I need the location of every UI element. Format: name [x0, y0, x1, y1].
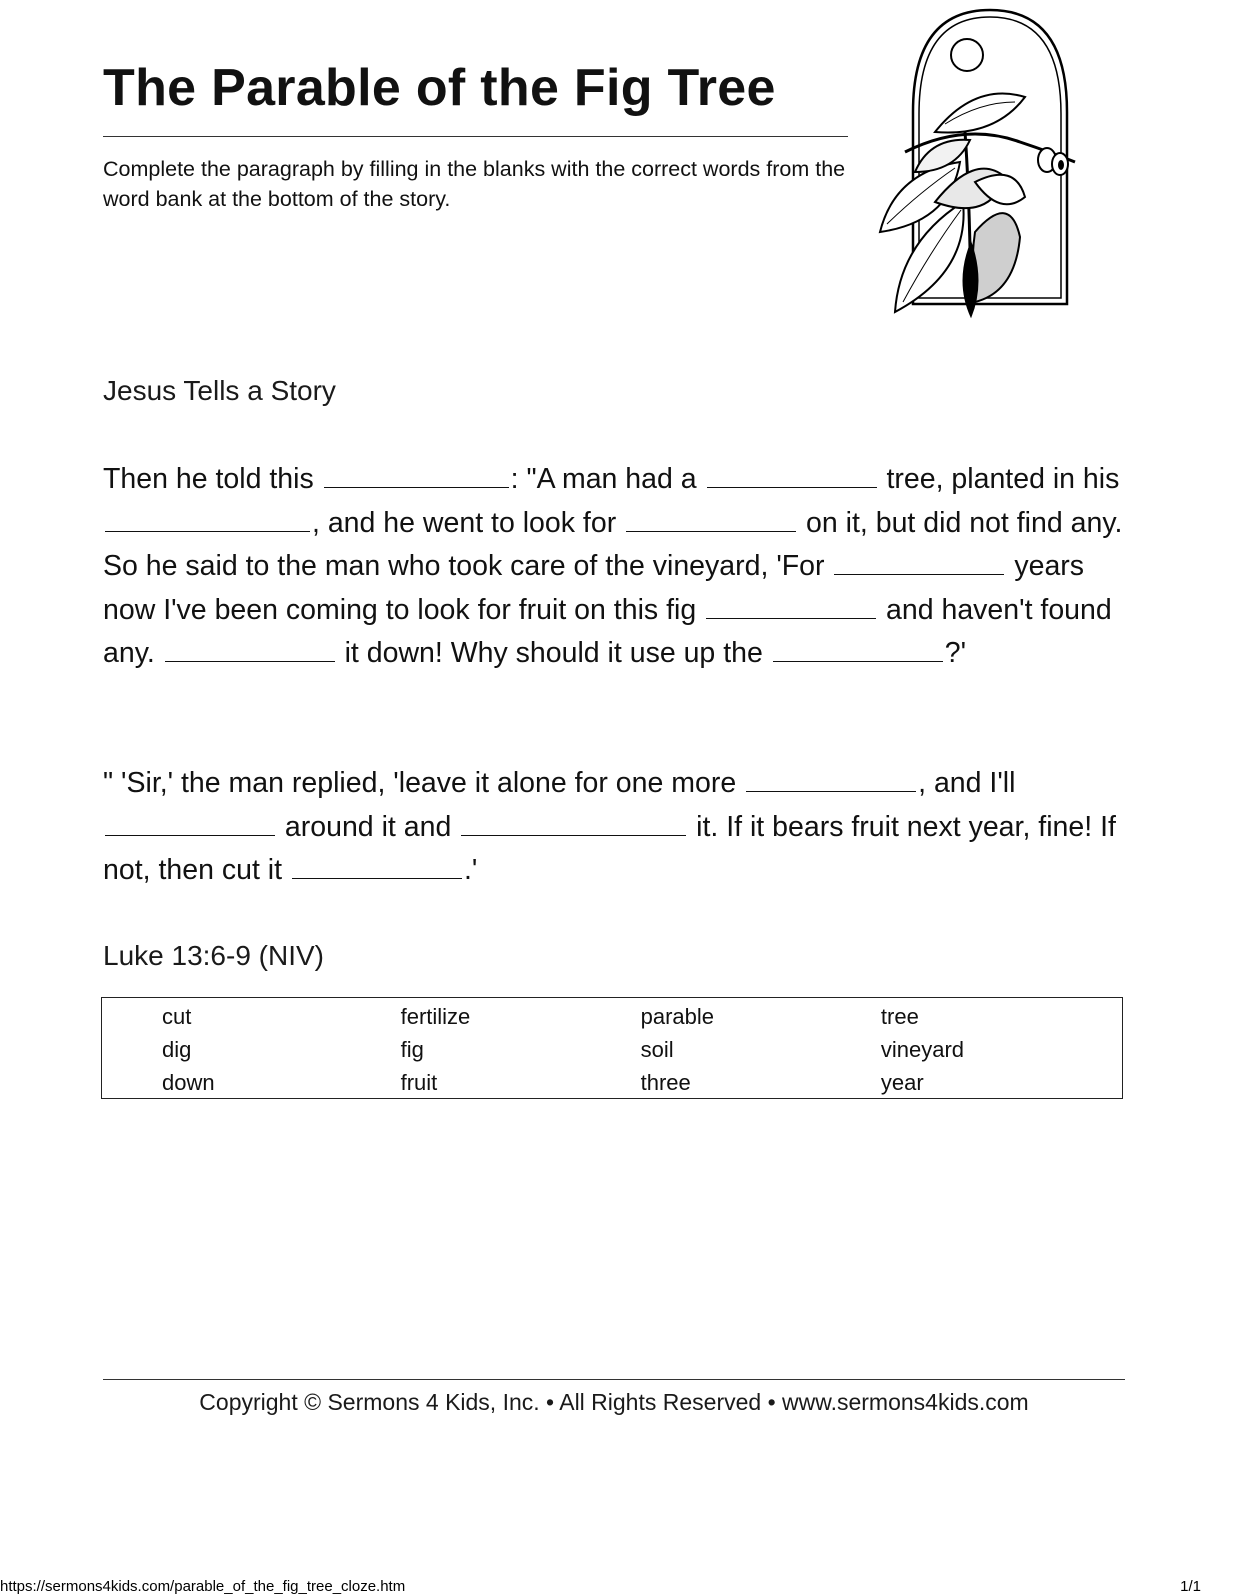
fig-branch-icon: [875, 2, 1105, 322]
word-bank-row: [162, 1033, 1122, 1066]
blank-input[interactable]: [461, 813, 686, 836]
story-text: .': [463, 854, 478, 886]
story-text: " 'Sir,' the man replied, 'leave it alone for one more: [103, 767, 745, 799]
story-text: it down! Why should it use up the: [336, 637, 771, 669]
story-text: ?': [944, 637, 967, 669]
blank-input[interactable]: [105, 813, 275, 836]
word-bank-word: parable: [640, 1004, 714, 1029]
word-bank-word: fruit: [400, 1070, 438, 1095]
instructions: Complete the paragraph by filling in the blanks with the correct words from the word bank at the bottom of the story.: [103, 157, 846, 211]
word-bank-word: down: [162, 1070, 215, 1095]
page-title: The Parable of the Fig Tree: [103, 59, 776, 117]
section-heading: Jesus Tells a Story: [103, 375, 336, 406]
word-bank-word: cut: [162, 1004, 192, 1029]
blank-input[interactable]: [105, 509, 310, 532]
story-text: Then he told this: [103, 463, 322, 495]
blank-input[interactable]: [773, 639, 943, 662]
story-text: tree, planted in his: [878, 463, 1120, 495]
print-url: https://sermons4kids.com/parable_of_the_fig_tree_cloze.htm: [0, 1578, 406, 1595]
word-bank-word: tree: [880, 1004, 919, 1029]
word-bank-word: vineyard: [880, 1037, 965, 1062]
blank-input[interactable]: [706, 596, 876, 619]
story-text: it. If it bears fruit next year, fine! If not, then cut it: [103, 810, 1116, 886]
story-text: : "A man had a: [510, 463, 705, 495]
footer-divider: [103, 1379, 1125, 1380]
blank-input[interactable]: [834, 552, 1004, 575]
copyright-notice: Copyright © Sermons 4 Kids, Inc. • All Rights Reserved • www.sermons4kids.com: [199, 1389, 1029, 1415]
story-text: , and I'll: [918, 767, 1016, 799]
blank-input[interactable]: [165, 639, 335, 662]
word-bank-word: soil: [640, 1037, 674, 1062]
word-bank-row: [162, 1066, 1122, 1099]
word-bank: [101, 997, 1123, 1099]
word-bank-row: [162, 1000, 1122, 1033]
blank-input[interactable]: [746, 769, 916, 792]
blank-input[interactable]: [324, 465, 509, 488]
word-bank-word: dig: [162, 1037, 192, 1062]
word-bank-word: fertilize: [400, 1004, 471, 1029]
word-bank-word: fig: [400, 1037, 424, 1062]
story-paragraph-2: [103, 762, 1133, 893]
blank-input[interactable]: [707, 465, 877, 488]
story-text: on it, but did not find any. So he said to the man who took care of the vineyard, 'For: [103, 506, 1123, 582]
story-text: years now I've been coming to look for fruit on this fig: [103, 550, 1085, 626]
print-page-number: 1/1: [1180, 1578, 1201, 1595]
blank-input[interactable]: [626, 509, 796, 532]
blank-input[interactable]: [292, 856, 462, 879]
word-bank-word: year: [880, 1070, 924, 1095]
story-paragraph-1: [103, 458, 1133, 676]
story-text: , and he went to look for: [312, 506, 625, 539]
title-divider: [103, 136, 848, 137]
story-text: around it and: [277, 810, 460, 843]
word-bank-word: three: [640, 1070, 691, 1095]
scripture-reference: Luke 13:6-9 (NIV): [103, 940, 324, 971]
story-text: and haven't found any.: [103, 593, 1112, 669]
